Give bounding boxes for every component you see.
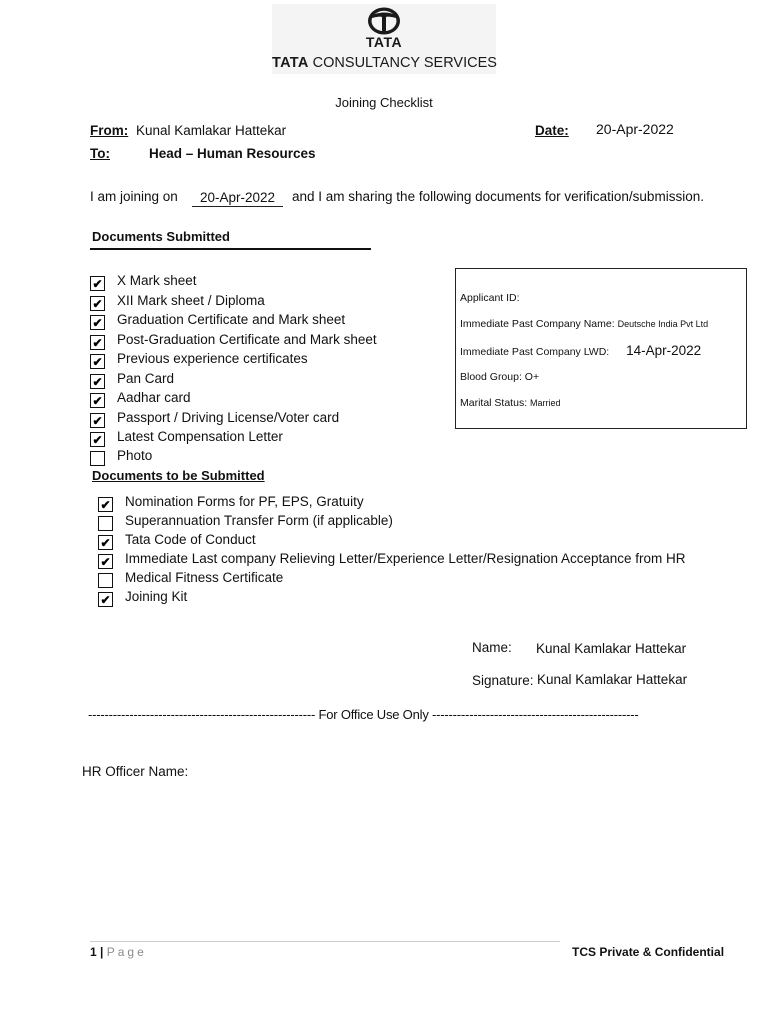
page-title: Joining Checklist — [335, 95, 433, 110]
past-company-value: Deutsche India Pvt Ltd — [617, 319, 709, 329]
submitted-checkbox-8[interactable]: ✔ — [90, 432, 105, 447]
submitted-label-2: Graduation Certificate and Mark sheet — [117, 312, 346, 327]
to-submit-label-0: Nomination Forms for PF, EPS, Gratuity — [125, 494, 364, 509]
marital-status-row — [460, 397, 561, 409]
to-label: To: — [90, 146, 110, 161]
marital-status-label: Marital Status: — [460, 397, 528, 409]
submitted-checkbox-4[interactable]: ✔ — [90, 354, 105, 369]
page-number-separator: | — [100, 945, 104, 959]
footer-divider — [90, 941, 560, 942]
to-value: Head – Human Resources — [149, 146, 316, 161]
joining-prefix: I am joining on — [90, 189, 178, 204]
page-number — [90, 945, 147, 959]
name-value: Kunal Kamlakar Hattekar — [536, 641, 687, 656]
name-label: Name: — [472, 640, 512, 655]
tcs-wordmark — [272, 55, 496, 71]
tata-emblem-icon — [366, 6, 402, 36]
past-company-row — [460, 318, 708, 330]
hr-officer-name-label: HR Officer Name: — [82, 764, 189, 779]
submitted-checkbox-1[interactable]: ✔ — [90, 296, 105, 311]
applicant-info-box — [455, 268, 747, 429]
to-submit-checkbox-1[interactable] — [98, 516, 113, 531]
documents-submitted-heading: Documents Submitted — [92, 229, 230, 244]
heading-divider — [90, 248, 371, 250]
documents-to-be-submitted-heading: Documents to be Submitted — [92, 468, 265, 483]
tcs-wordmark-rest: CONSULTANCY SERVICES — [312, 55, 497, 71]
to-submit-checkbox-3[interactable]: ✔ — [98, 554, 113, 569]
submitted-checkbox-3[interactable]: ✔ — [90, 335, 105, 350]
past-company-lwd-label: Immediate Past Company LWD: — [460, 346, 610, 358]
submitted-label-6: Aadhar card — [117, 390, 191, 405]
submitted-checkbox-2[interactable]: ✔ — [90, 315, 105, 330]
to-submit-checkbox-5[interactable]: ✔ — [98, 592, 113, 607]
past-company-lwd-row — [460, 343, 701, 358]
to-submit-label-4: Medical Fitness Certificate — [125, 570, 284, 585]
submitted-checkbox-7[interactable]: ✔ — [90, 413, 105, 428]
submitted-checkbox-6[interactable]: ✔ — [90, 393, 105, 408]
page-number-value: 1 — [90, 945, 97, 959]
submitted-label-4: Previous experience certificates — [117, 351, 308, 366]
confidential-label: TCS Private & Confidential — [572, 945, 725, 959]
submitted-label-3: Post-Graduation Certificate and Mark sheet — [117, 331, 377, 347]
joining-date-field: 20-Apr-2022 — [192, 190, 283, 207]
tata-wordmark: TATA — [365, 34, 403, 50]
past-company-label: Immediate Past Company Name: — [460, 318, 615, 330]
applicant-id-row — [460, 292, 520, 304]
submitted-label-5: Pan Card — [117, 370, 175, 386]
marital-status-value: Married — [530, 398, 561, 408]
submitted-checkbox-0[interactable]: ✔ — [90, 276, 105, 291]
to-submit-label-3: Immediate Last company Relieving Letter/Experience Letter/Resignation Acceptance from HR — [125, 551, 686, 566]
to-submit-checkbox-0[interactable]: ✔ — [98, 497, 113, 512]
to-submit-checkbox-2[interactable]: ✔ — [98, 535, 113, 550]
submitted-label-0: X Mark sheet — [117, 273, 197, 288]
blood-group-value: O+ — [524, 371, 540, 383]
applicant-id-label: Applicant ID: — [460, 292, 520, 304]
office-use-divider: ------------------------------------------------------- For Office Use Only -------------------------------------------------- — [88, 707, 639, 722]
submitted-checkbox-5[interactable]: ✔ — [90, 374, 105, 389]
blood-group-row — [460, 371, 539, 383]
to-submit-label-2: Tata Code of Conduct — [125, 532, 256, 547]
submitted-label-8: Latest Compensation Letter — [117, 429, 283, 444]
signature-label: Signature: — [472, 673, 534, 688]
to-submit-label-5: Joining Kit — [125, 589, 188, 604]
tcs-wordmark-bold: TATA — [272, 55, 309, 71]
date-label: Date: — [535, 123, 569, 138]
joining-suffix: and I am sharing the following documents for verification/submission. — [292, 189, 704, 204]
to-submit-checkbox-4[interactable] — [98, 573, 113, 588]
page-word: Page — [106, 945, 147, 959]
submitted-label-7: Passport / Driving License/Voter card — [117, 409, 340, 425]
from-label: From: — [90, 123, 129, 138]
blood-group-label: Blood Group: — [460, 371, 522, 383]
signature-value: Kunal Kamlakar Hattekar — [537, 672, 688, 687]
submitted-label-1: XII Mark sheet / Diploma — [117, 292, 265, 308]
submitted-label-9: Photo — [117, 448, 153, 463]
tcs-logo — [272, 4, 496, 76]
to-submit-label-1: Superannuation Transfer Form (if applicable) — [125, 513, 393, 528]
past-company-lwd-value: 14-Apr-2022 — [626, 343, 702, 358]
from-value: Kunal Kamlakar Hattekar — [136, 123, 287, 138]
date-value: 20-Apr-2022 — [596, 121, 674, 137]
submitted-checkbox-9[interactable] — [90, 451, 105, 466]
